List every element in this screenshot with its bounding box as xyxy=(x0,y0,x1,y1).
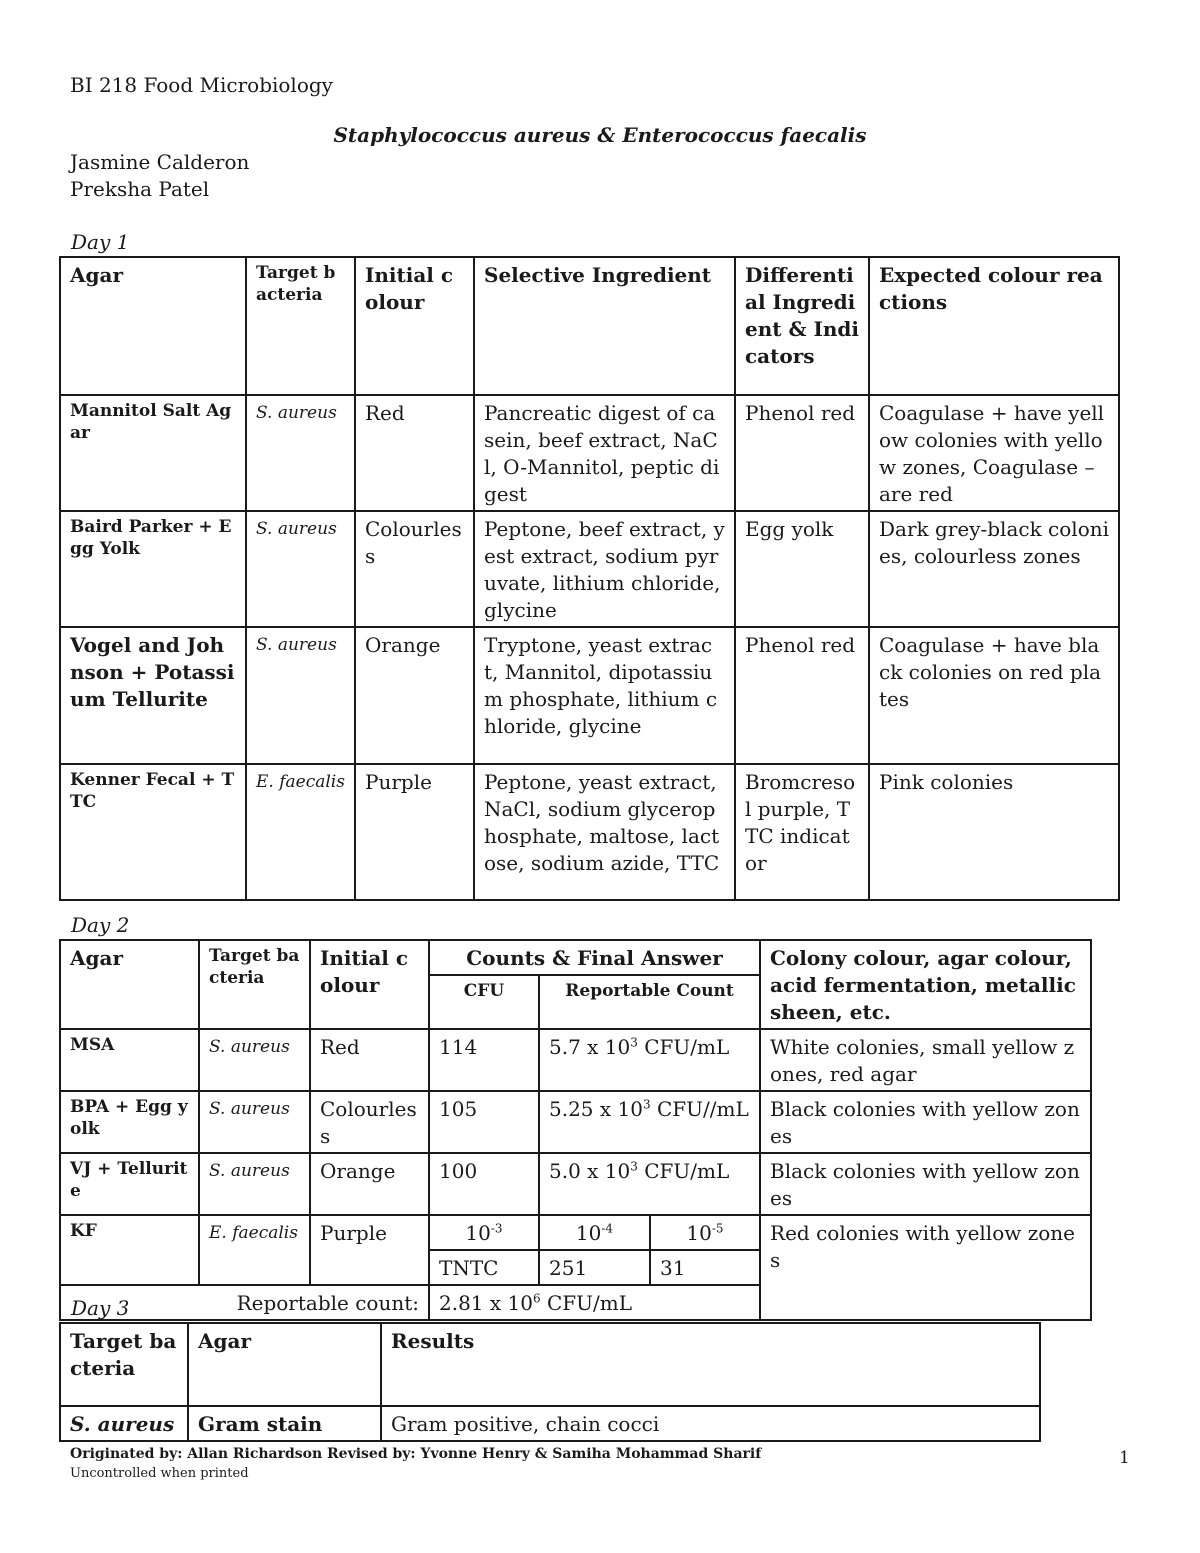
exponent: 3 xyxy=(630,1159,638,1174)
selective-cell: Tryptone, yeast extract, Mannitol, dipotassium phosphate, lithium chloride, glycine xyxy=(474,627,735,764)
reportable-cell xyxy=(539,1091,760,1153)
table-row xyxy=(60,1153,1091,1215)
initial-colour-cell: Purple xyxy=(310,1215,429,1285)
table-row xyxy=(60,627,1119,764)
footer-originated: Originated by: Allan Richardson Revised by: Yvonne Henry & Samiha Mohammad Sharif xyxy=(70,1446,762,1462)
reportable-value: 5.25 x 10 xyxy=(549,1097,643,1121)
exponent: -4 xyxy=(601,1221,614,1236)
author-name: Preksha Patel xyxy=(70,177,210,201)
colony-cell: Black colonies with yellow zones xyxy=(760,1091,1091,1153)
day1-table xyxy=(59,256,1120,901)
target-cell: E. faecalis xyxy=(199,1215,310,1285)
reportable-cell xyxy=(539,1029,760,1091)
table-header-row xyxy=(60,257,1119,395)
selective-cell: Peptone, beef extract, yest extract, sodium pyruvate, lithium chloride, glycine xyxy=(474,511,735,627)
dilution-cell xyxy=(429,1215,539,1250)
header-cell: Initial colour xyxy=(310,940,429,1029)
agar-cell: Vogel and Johnson + Potassium Tellurite xyxy=(60,627,246,764)
colony-cell: Black colonies with yellow zones xyxy=(760,1153,1091,1215)
initial-colour-cell: Colourless xyxy=(355,511,474,627)
table-row xyxy=(60,1406,1040,1441)
target-cell: S. aureus xyxy=(199,1153,310,1215)
table-row xyxy=(60,1091,1091,1153)
expected-cell: Coagulase + have black colonies on red plates xyxy=(869,627,1119,764)
target-cell: E. faecalis xyxy=(246,764,355,900)
exponent: 3 xyxy=(630,1035,638,1050)
dilution-base: 10 xyxy=(465,1221,491,1245)
count-cell: TNTC xyxy=(429,1250,539,1285)
dilution-base: 10 xyxy=(686,1221,712,1245)
table-row xyxy=(60,1215,1091,1250)
header-cell: Colony colour, agar colour, acid fermentation, metallic sheen, etc. xyxy=(760,940,1091,1029)
header-cell: Counts & Final Answer xyxy=(429,940,760,975)
header-cell: Agar xyxy=(60,940,199,1029)
page-number: 1 xyxy=(1119,1448,1130,1468)
target-cell: S. aureus xyxy=(199,1029,310,1091)
header-cell: Results xyxy=(381,1323,1040,1406)
unit: CFU//mL xyxy=(650,1097,749,1121)
selective-cell: Pancreatic digest of casein, beef extract, NaCl, O-Mannitol, peptic digest xyxy=(474,395,735,511)
differential-cell: Bromcresol purple, TTC indicator xyxy=(735,764,869,900)
differential-cell: Egg yolk xyxy=(735,511,869,627)
exponent: -5 xyxy=(711,1221,724,1236)
reportable-label: Reportable count: xyxy=(60,1285,429,1320)
table-row xyxy=(60,511,1119,627)
agar-cell: MSA xyxy=(60,1029,199,1091)
header-cell: Selective Ingredient xyxy=(474,257,735,395)
table-header-row xyxy=(60,940,1091,975)
footer-uncontrolled: Uncontrolled when printed xyxy=(70,1466,249,1481)
header-cell: Target bacteria xyxy=(246,257,355,395)
target-cell: S. aureus xyxy=(246,627,355,764)
reportable-value: 5.0 x 10 xyxy=(549,1159,631,1183)
header-cell: Agar xyxy=(188,1323,381,1406)
dilution-cell xyxy=(539,1215,650,1250)
exponent: 3 xyxy=(642,1097,651,1112)
target-cell: S. aureus xyxy=(60,1406,188,1441)
colony-cell: White colonies, small yellow zones, red agar xyxy=(760,1029,1091,1091)
selective-cell: Peptone, yeast extract, NaCl, sodium glycerophosphate, maltose, lactose, sodium azide, TTC xyxy=(474,764,735,900)
initial-colour-cell: Orange xyxy=(355,627,474,764)
course-title: BI 218 Food Microbiology xyxy=(70,73,333,97)
document-title: Staphylococcus aureus & Enterococcus faecalis xyxy=(333,123,867,147)
header-cell: Target bacteria xyxy=(199,940,310,1029)
agar-cell: Gram stain xyxy=(188,1406,381,1441)
target-cell: S. aureus xyxy=(199,1091,310,1153)
target-cell: S. aureus xyxy=(246,395,355,511)
dilution-cell xyxy=(650,1215,760,1250)
table-row xyxy=(60,764,1119,900)
header-cell: Expected colour reactions xyxy=(869,257,1119,395)
reportable-value: 5.7 x 10 xyxy=(549,1035,631,1059)
differential-cell: Phenol red xyxy=(735,627,869,764)
expected-cell: Pink colonies xyxy=(869,764,1119,900)
cfu-cell: 100 xyxy=(429,1153,539,1215)
initial-colour-cell: Red xyxy=(310,1029,429,1091)
agar-cell: VJ + Tellurite xyxy=(60,1153,199,1215)
agar-cell: BPA + Egg yolk xyxy=(60,1091,199,1153)
agar-cell: Baird Parker + Egg Yolk xyxy=(60,511,246,627)
header-cell: CFU xyxy=(429,975,539,1029)
exponent: -3 xyxy=(490,1221,503,1236)
header-cell: Initial colour xyxy=(355,257,474,395)
unit: CFU/mL xyxy=(540,1291,633,1315)
table-row xyxy=(60,1029,1091,1091)
initial-colour-cell: Colourless xyxy=(310,1091,429,1153)
reportable-value: 2.81 x 10 xyxy=(439,1291,533,1315)
differential-cell: Phenol red xyxy=(735,395,869,511)
day2-table xyxy=(59,939,1092,1321)
count-cell: 251 xyxy=(539,1250,650,1285)
cfu-cell: 105 xyxy=(429,1091,539,1153)
dilution-base: 10 xyxy=(575,1221,602,1245)
table-row xyxy=(60,395,1119,511)
exponent: 6 xyxy=(532,1291,541,1306)
target-cell: S. aureus xyxy=(246,511,355,627)
header-cell: Target bacteria xyxy=(60,1323,188,1406)
initial-colour-cell: Red xyxy=(355,395,474,511)
initial-colour-cell: Orange xyxy=(310,1153,429,1215)
agar-cell: Kenner Fecal + TTC xyxy=(60,764,246,900)
agar-cell: KF xyxy=(60,1215,199,1285)
cfu-cell: 114 xyxy=(429,1029,539,1091)
expected-cell: Dark grey-black colonies, colourless zones xyxy=(869,511,1119,627)
results-cell: Gram positive, chain cocci xyxy=(381,1406,1040,1441)
header-cell: Differential Ingredient & Indicators xyxy=(735,257,869,395)
day2-label: Day 2 xyxy=(71,913,130,937)
author-name: Jasmine Calderon xyxy=(70,150,250,174)
agar-cell: Mannitol Salt Agar xyxy=(60,395,246,511)
reportable-cell xyxy=(429,1285,760,1320)
reportable-cell xyxy=(539,1153,760,1215)
unit: CFU/mL xyxy=(637,1159,730,1183)
count-cell: 31 xyxy=(650,1250,760,1285)
day3-table xyxy=(59,1322,1041,1442)
day3-label: Day 3 xyxy=(71,1296,130,1320)
initial-colour-cell: Purple xyxy=(355,764,474,900)
day1-label: Day 1 xyxy=(71,230,130,254)
expected-cell: Coagulase + have yellow colonies with yellow zones, Coagulase – are red xyxy=(869,395,1119,511)
colony-cell: Red colonies with yellow zones xyxy=(760,1215,1091,1320)
header-cell: Agar xyxy=(60,257,246,395)
header-cell: Reportable Count xyxy=(539,975,760,1029)
table-header-row xyxy=(60,1323,1040,1406)
unit: CFU/mL xyxy=(637,1035,730,1059)
